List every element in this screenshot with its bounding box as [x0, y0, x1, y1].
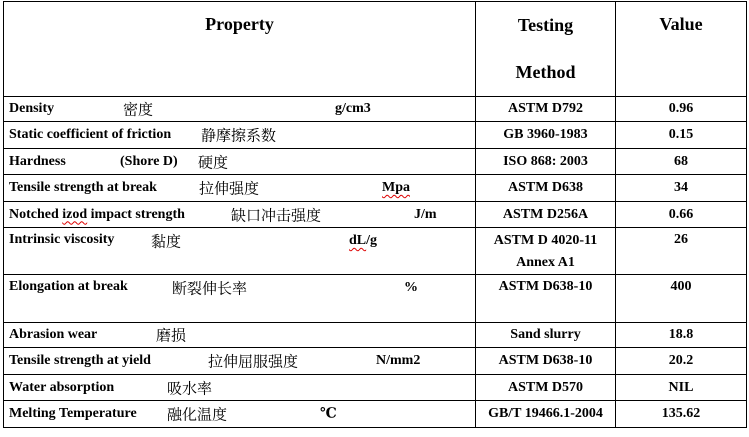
property-cell: [4, 228, 476, 275]
method-cell: GB 3960-1983: [476, 122, 616, 149]
property-cell: [4, 97, 476, 122]
table-row: [4, 275, 747, 323]
property-cn: 静摩擦系数: [201, 126, 277, 145]
property-cn: 拉伸屈服强度: [208, 352, 299, 371]
table-row: [4, 122, 747, 149]
table-row: [4, 323, 747, 348]
header-testing-method: [476, 2, 616, 97]
value-cell: 20.2: [616, 348, 747, 375]
property-name: Tensile strength at break: [9, 180, 157, 195]
method-cell: ASTM D638-10: [476, 348, 616, 375]
property-name: Elongation at break: [9, 279, 128, 294]
header-testing-line1: Testing: [517, 15, 574, 35]
method-cell: ISO 868: 2003: [476, 149, 616, 175]
table-row: [4, 348, 747, 375]
property-name-part: izod: [62, 206, 88, 222]
property-unit: [349, 233, 377, 249]
method-cell: [476, 228, 616, 275]
property-name-part: Notched: [9, 206, 63, 222]
property-unit: Mpa: [382, 180, 410, 195]
value-cell: 400: [616, 275, 747, 323]
property-cn: 融化温度: [167, 405, 228, 424]
property-cell: [4, 375, 476, 401]
property-cell: [4, 122, 476, 149]
property-cell: [4, 401, 476, 428]
value-cell: 34: [616, 175, 747, 202]
method-cell: ASTM D570: [476, 375, 616, 401]
table-row: [4, 228, 747, 275]
property-cn: 吸水率: [167, 379, 213, 397]
method-cell: GB/T 19466.1-2004: [476, 401, 616, 428]
value-cell: 68: [616, 149, 747, 175]
table-row: [4, 401, 747, 428]
property-name: Tensile strength at yield: [9, 353, 151, 368]
value-cell: 0.96: [616, 97, 747, 122]
property-cn: 密度: [123, 100, 154, 119]
property-name: [9, 207, 185, 223]
table-row: [4, 97, 747, 122]
property-unit: N/mm2: [376, 353, 421, 368]
method-cell: ASTM D256A: [476, 202, 616, 228]
property-name: Density: [9, 101, 55, 116]
header-value: Value: [616, 2, 747, 97]
property-unit: g/cm3: [335, 101, 371, 116]
property-cn: 断裂伸长率: [172, 279, 248, 298]
property-cn: 拉伸强度: [199, 179, 260, 198]
property-unit-part: dL: [349, 233, 367, 248]
value-cell: NIL: [616, 375, 747, 401]
value-cell: 0.15: [616, 122, 747, 149]
property-unit: %: [404, 280, 418, 295]
property-name: Static coefficient of friction: [9, 127, 172, 142]
property-name: Hardness: [9, 153, 66, 169]
header-property: Property: [4, 2, 476, 97]
value-cell: 18.8: [616, 323, 747, 348]
property-name: Abrasion wear: [9, 327, 98, 342]
value-cell: 0.66: [616, 202, 747, 228]
property-cn: 磨损: [156, 326, 187, 345]
method-cell: Sand slurry: [476, 323, 616, 348]
property-cn: 黏度: [151, 232, 182, 251]
property-cell: [4, 175, 476, 202]
method-cell: ASTM D638: [476, 175, 616, 202]
property-cell: [4, 275, 476, 323]
table-row: [4, 375, 747, 401]
property-cell: [4, 348, 476, 375]
property-unit-part: /g: [366, 233, 378, 248]
value-cell: 135.62: [616, 401, 747, 428]
method-cell: ASTM D638-10: [476, 275, 616, 323]
property-cell: [4, 323, 476, 348]
header-testing-line2: Method: [515, 62, 576, 82]
property-cn: 缺口冲击强度: [231, 206, 322, 224]
property-cell: [4, 202, 476, 228]
header-row: [4, 2, 747, 97]
property-name-part: impact strength: [87, 206, 185, 222]
value-cell: 26: [616, 228, 747, 275]
table-row: [4, 149, 747, 175]
properties-table: [3, 1, 747, 428]
property-name: Melting Temperature: [9, 406, 137, 421]
property-cell: [4, 149, 476, 175]
property-qualifier: (Shore D): [120, 153, 178, 169]
table-row: [4, 175, 747, 202]
method-line: ASTM D 4020-11: [493, 233, 598, 248]
table-row: [4, 202, 747, 228]
property-name: Intrinsic viscosity: [9, 232, 115, 247]
method-cell: ASTM D792: [476, 97, 616, 122]
property-unit: J/m: [414, 206, 437, 222]
property-cn: 硬度: [198, 153, 229, 171]
property-name: Water absorption: [9, 379, 115, 395]
property-unit: ℃: [320, 406, 337, 422]
method-line: Annex A1: [516, 255, 575, 270]
